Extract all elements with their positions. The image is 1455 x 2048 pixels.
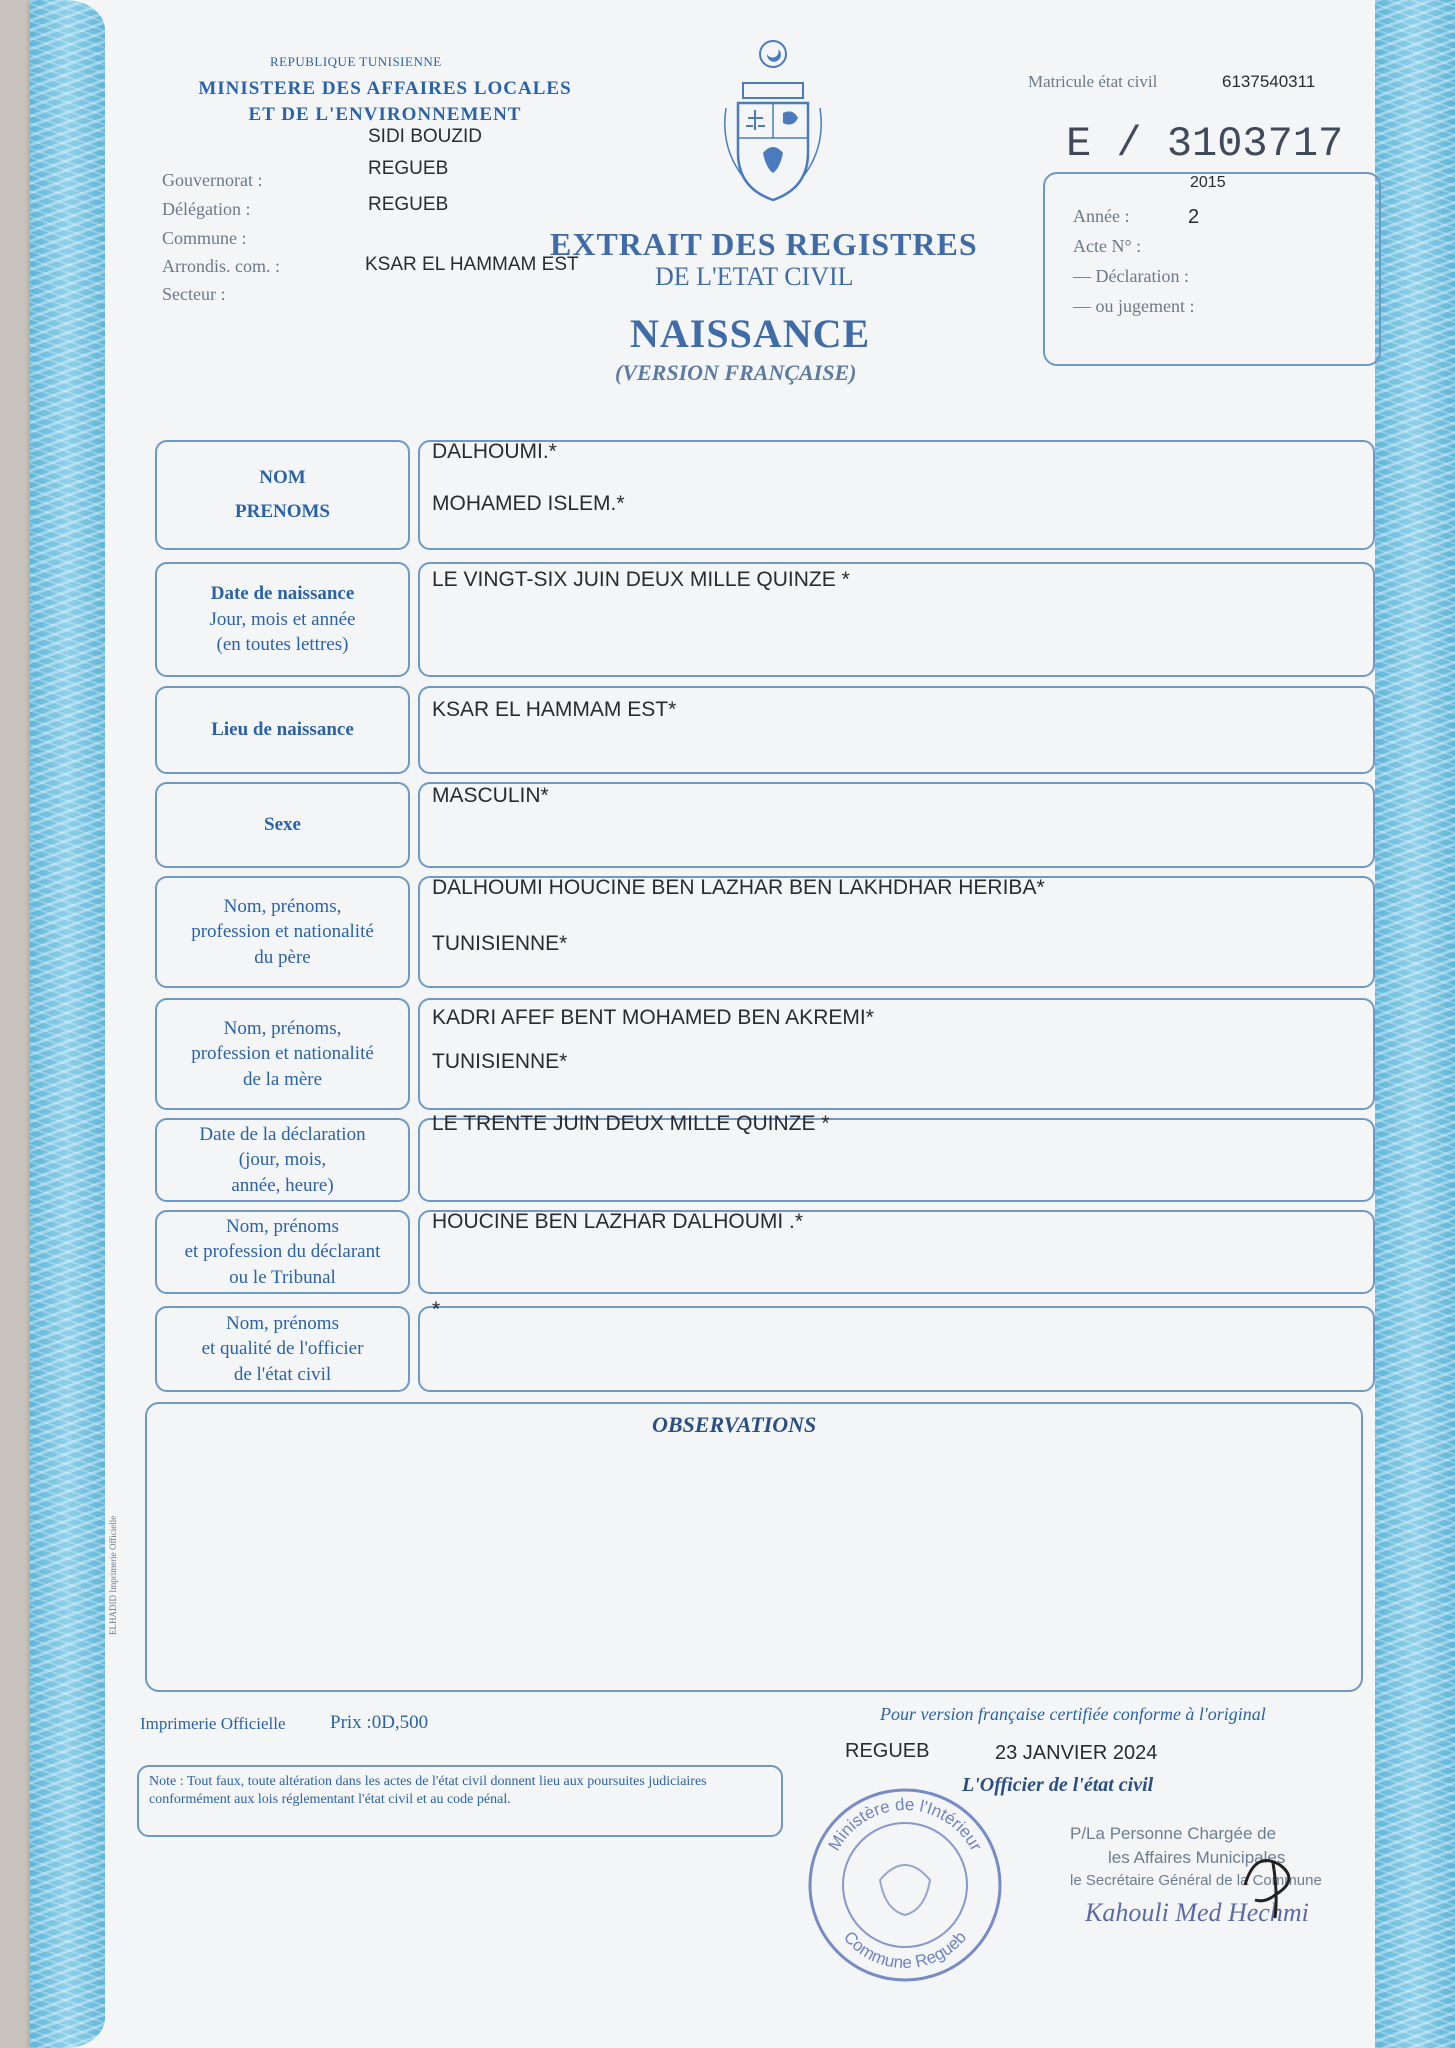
declaration-label2: (jour, mois,	[238, 1149, 327, 1171]
declarant-label2: et profession du déclarant	[184, 1241, 381, 1263]
date-naissance-hint1: Jour, mois et année	[209, 608, 356, 630]
observations-box	[145, 1402, 1363, 1692]
signature-line1: P/La Personne Chargée de	[1070, 1824, 1277, 1843]
tunisia-coat-of-arms-icon	[718, 38, 828, 203]
acte-info-box	[1043, 172, 1381, 366]
declaration-label: — Déclaration :	[1073, 266, 1189, 286]
row-pere	[155, 876, 1375, 988]
row-lieu-naissance	[155, 686, 1375, 774]
lieu-label-box	[155, 686, 410, 774]
ministry-line2: ET DE L'ENVIRONNEMENT	[248, 104, 522, 125]
declarant-value: HOUCINE BEN LAZHAR DALHOUMI .*	[432, 1210, 804, 1233]
decorative-border-left	[30, 0, 105, 2048]
matricule-value: 6137540311	[1222, 72, 1316, 91]
declaration-value: LE TRENTE JUIN DEUX MILLE QUINZE *	[432, 1112, 830, 1135]
mere-value-box	[418, 998, 1375, 1110]
handwritten-signature-icon	[1225, 1845, 1315, 1925]
pere-value-box	[418, 876, 1375, 988]
legal-note-text: Note : Tout faux, toute altération dans les actes de l'état civil donnent lieu aux poursuites judiciaires conformément aux lois réglementant l'état civil et au code pénal.	[149, 1774, 707, 1807]
acte-number-value: 2	[1188, 206, 1200, 228]
date-naissance-value: LE VINGT-SIX JUIN DEUX MILLE QUINZE *	[432, 568, 850, 591]
republic-label: REPUBLIQUE TUNISIENNE	[270, 54, 442, 69]
stamp-bottom-text: Commune Regueb	[839, 1927, 971, 1973]
date-naissance-label: Date de naissance	[210, 583, 355, 605]
place-value: REGUEB	[845, 1740, 930, 1762]
officier-label-box	[155, 1306, 410, 1392]
date-naissance-label-box	[155, 562, 410, 677]
officier-label2: et qualité de l'officier	[201, 1338, 364, 1360]
mere-label1: Nom, prénoms,	[223, 1017, 342, 1039]
annee-label: Année :	[1073, 206, 1130, 226]
pere-nationality-value: TUNISIENNE*	[432, 932, 568, 955]
pere-label1: Nom, prénoms,	[223, 895, 342, 917]
row-mere	[155, 998, 1375, 1110]
declarant-label3: ou le Tribunal	[229, 1266, 336, 1288]
matricule-label: Matricule état civil	[1028, 72, 1158, 91]
stamp-top-text: Ministère de l'Intérieur	[824, 1794, 986, 1854]
pere-name-value: DALHOUMI HOUCINE BEN LAZHAR BEN LAKHDHAR HERIBA*	[432, 876, 1045, 899]
commune-value: REGUEB	[368, 194, 449, 215]
row-declarant	[155, 1210, 1375, 1294]
pere-label-box	[155, 876, 410, 988]
prix-label: Prix :0D,500	[330, 1712, 429, 1733]
declarant-label1: Nom, prénoms	[226, 1215, 339, 1237]
delegation-value: REGUEB	[368, 158, 449, 179]
legal-note-box	[137, 1765, 783, 1837]
document-subtitle: DE L'ETAT CIVIL	[655, 262, 854, 291]
svg-text:Commune Regueb	[840, 1928, 970, 1973]
commune-label: Commune :	[162, 228, 247, 248]
decorative-border-right	[1375, 0, 1455, 2048]
mere-name-value: KADRI AFEF BENT MOHAMED BEN AKREMI*	[432, 1006, 874, 1029]
prenoms-value: MOHAMED ISLEM.*	[432, 492, 625, 515]
date-value: 23 JANVIER 2024	[995, 1742, 1158, 1764]
lieu-value: KSAR EL HAMMAM EST*	[432, 698, 677, 721]
imprimerie-label: Imprimerie Officielle	[140, 1714, 286, 1733]
declaration-value-box	[418, 1112, 1375, 1202]
officier-label3: de l'état civil	[233, 1363, 332, 1385]
sexe-label-box	[155, 782, 410, 868]
row-officier	[155, 1298, 1375, 1392]
declaration-label3: année, heure)	[231, 1174, 334, 1196]
declaration-label-box	[155, 1118, 410, 1202]
annee-value: 2015	[1190, 174, 1226, 191]
declaration-label1: Date de la déclaration	[199, 1123, 366, 1145]
sexe-value: MASCULIN*	[432, 784, 549, 807]
serial-number: E / 3103717	[1066, 120, 1344, 168]
jugement-label: — ou jugement :	[1073, 296, 1195, 316]
officier-value-box	[418, 1298, 1375, 1392]
declarant-label-box	[155, 1210, 410, 1294]
date-naissance-value-box	[418, 562, 1375, 677]
mere-label2: profession et nationalité	[191, 1043, 374, 1065]
date-naissance-hint2: (en toutes lettres)	[216, 634, 349, 656]
acte-number-label: Acte N° :	[1073, 236, 1142, 256]
mere-label-box	[155, 998, 410, 1110]
officer-title: L'Officier de l'état civil	[962, 1774, 1154, 1796]
nom-prenoms-value-box	[418, 440, 1375, 550]
ministry-line1: MINISTERE DES AFFAIRES LOCALES	[198, 78, 572, 99]
gouvernorat-value: SIDI BOUZID	[368, 126, 483, 147]
signature-line3: le Secrétaire Général de la Commune	[1070, 1872, 1322, 1889]
officier-value: *	[432, 1298, 441, 1321]
pere-label2: profession et nationalité	[191, 921, 374, 943]
arrondissement-label: Arrondis. com. :	[162, 256, 280, 276]
signatory-name: Kahouli Med Hechmi	[1085, 1898, 1309, 1927]
svg-text:Ministère de l'Intérieur	[825, 1795, 986, 1854]
prenoms-label: PRENOMS	[235, 501, 330, 522]
official-stamp-icon	[805, 1785, 1005, 1985]
lieu-label: Lieu de naissance	[211, 719, 354, 741]
signature-line2: les Affaires Municipales	[1108, 1848, 1286, 1867]
printer-side-mark: ELHADID Imprimerie Officielle	[108, 1515, 118, 1635]
document-kind: NAISSANCE	[630, 311, 871, 356]
document-title: EXTRAIT DES REGISTRES	[550, 226, 978, 262]
mere-label3: de la mère	[242, 1068, 323, 1090]
officier-label1: Nom, prénoms	[226, 1312, 339, 1334]
row-nom-prenoms	[155, 440, 1375, 550]
document-version: (VERSION FRANÇAISE)	[615, 360, 857, 385]
nom-value: DALHOUMI.*	[432, 440, 557, 463]
pere-label3: du père	[254, 946, 311, 968]
row-sexe	[155, 782, 1375, 868]
delegation-label: Délégation :	[162, 199, 251, 219]
row-date-naissance	[155, 562, 1375, 677]
arrondissement-value: KSAR EL HAMMAM EST	[365, 254, 579, 275]
secteur-label: Secteur :	[162, 284, 226, 304]
certified-text: Pour version française certifiée conforme à l'original	[880, 1704, 1266, 1724]
mere-nationality-value: TUNISIENNE*	[432, 1050, 568, 1073]
observations-title: OBSERVATIONS	[652, 1412, 817, 1437]
lieu-value-box	[418, 686, 1375, 774]
nom-label: NOM	[259, 467, 306, 489]
sexe-value-box	[418, 782, 1375, 868]
row-date-declaration	[155, 1112, 1375, 1202]
gouvernorat-label: Gouvernorat :	[162, 170, 263, 190]
sexe-label: Sexe	[264, 814, 301, 836]
declarant-value-box	[418, 1210, 1375, 1294]
nom-prenoms-label-box	[155, 440, 410, 550]
